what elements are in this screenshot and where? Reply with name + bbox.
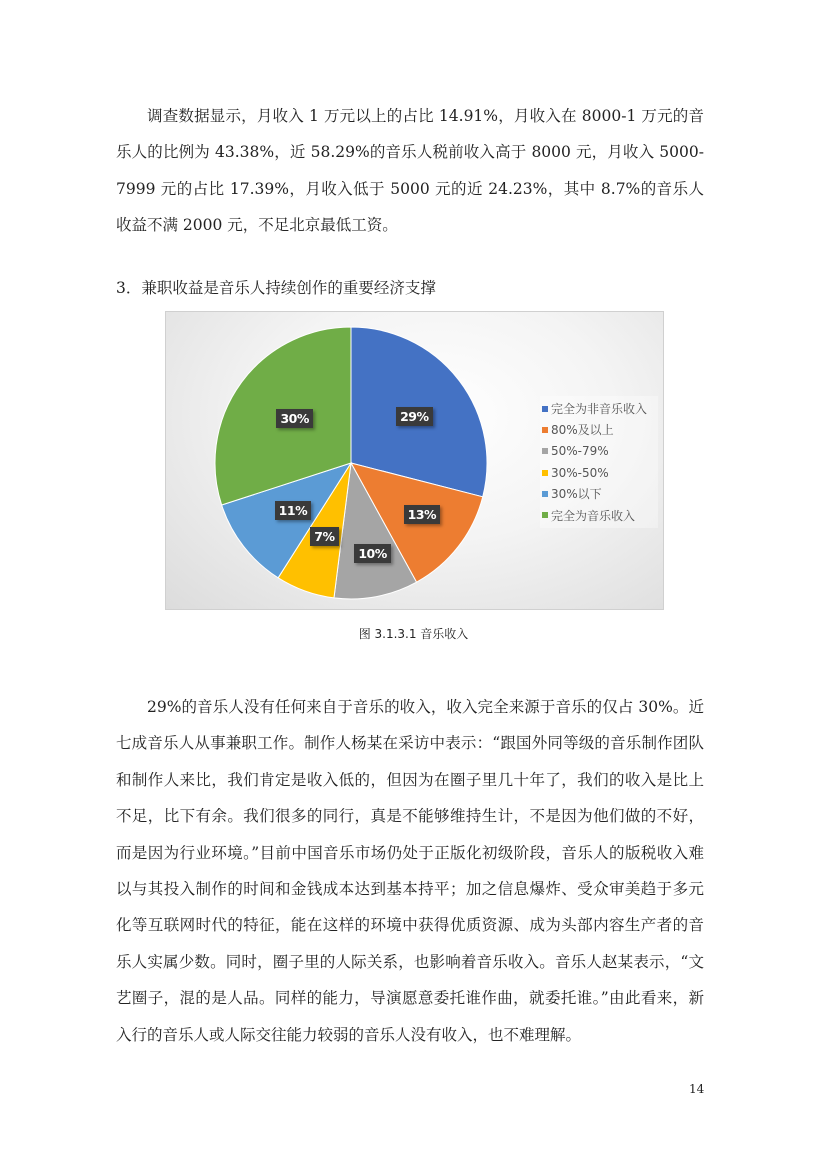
legend-label: 完全为音乐收入	[551, 508, 636, 523]
page-number: 14	[689, 1082, 705, 1096]
chart-legend	[540, 396, 658, 528]
section-heading: 3．兼职收益是音乐人持续创作的重要经济支撑	[116, 279, 436, 297]
pie-chart	[165, 311, 664, 610]
data-label: 29%	[396, 407, 432, 426]
legend-label: 30%以下	[551, 487, 602, 502]
legend-item	[542, 398, 658, 419]
legend-swatch	[542, 512, 548, 518]
legend-item	[542, 462, 658, 483]
legend-swatch	[542, 406, 548, 412]
legend-swatch	[542, 470, 548, 476]
legend-item	[542, 504, 658, 525]
legend-swatch	[542, 448, 548, 454]
legend-item	[542, 419, 658, 440]
data-label: 10%	[354, 544, 390, 563]
body-paragraph	[116, 689, 704, 1053]
legend-label: 50%-79%	[551, 444, 609, 459]
data-label: 7%	[310, 527, 338, 546]
paragraph-text: 调查数据显示，月收入 1 万元以上的占比 14.91%，月收入在 8000-1 万元的音乐人的比例为 43.38%，近 58.29%的音乐人税前收入高于 8000 元，月收入 5000-7999 元的占比 17.39%，月收入低于 5000 元的近 24.23%，其中 8.7%的音乐人收益不满 2000 元，不足北京最低工资。	[116, 107, 704, 235]
legend-item	[542, 483, 658, 504]
legend-label: 完全为非音乐收入	[551, 402, 648, 417]
data-label: 11%	[275, 501, 311, 520]
paragraph-text: 29%的音乐人没有任何来自于音乐的收入，收入完全来源于音乐的仅占 30%。近七成音乐人从事兼职工作。制作人杨某在采访中表示：“跟国外同等级的音乐制作团队和制作人来比，我们肯定是收入低的，但因为在圈子里几十年了，我们的收入是比上不足，比下有余。我们很多的同行，真是不能够维持生计，不是因为他们做的不好，而是因为行业环境。”目前中国音乐市场仍处于正版化初级阶段，音乐人的版税收入难以与其投入制作的时间和金钱成本达到基本持平；加之信息爆炸、受众审美趋于多元化等互联网时代的特征，能在这样的环境中获得优质资源、成为头部内容生产者的音乐人实属少数。同时，圈子里的人际关系，也影响着音乐收入。音乐人赵某表示，“文艺圈子，混的是人品。同样的能力，导演愿意委托谁作曲，就委托谁。”由此看来，新入行的音乐人或人际交往能力较弱的音乐人没有收入，也不难理解。	[116, 698, 704, 1044]
data-label: 13%	[404, 505, 440, 524]
legend-swatch	[542, 427, 548, 433]
intro-paragraph	[116, 98, 704, 244]
legend-swatch	[542, 491, 548, 497]
data-label: 30%	[276, 409, 312, 428]
legend-label: 30%-50%	[551, 465, 609, 480]
legend-item	[542, 441, 658, 462]
figure-caption: 图 3.1.3.1 音乐收入	[358, 627, 469, 641]
legend-label: 80%及以上	[551, 423, 614, 438]
